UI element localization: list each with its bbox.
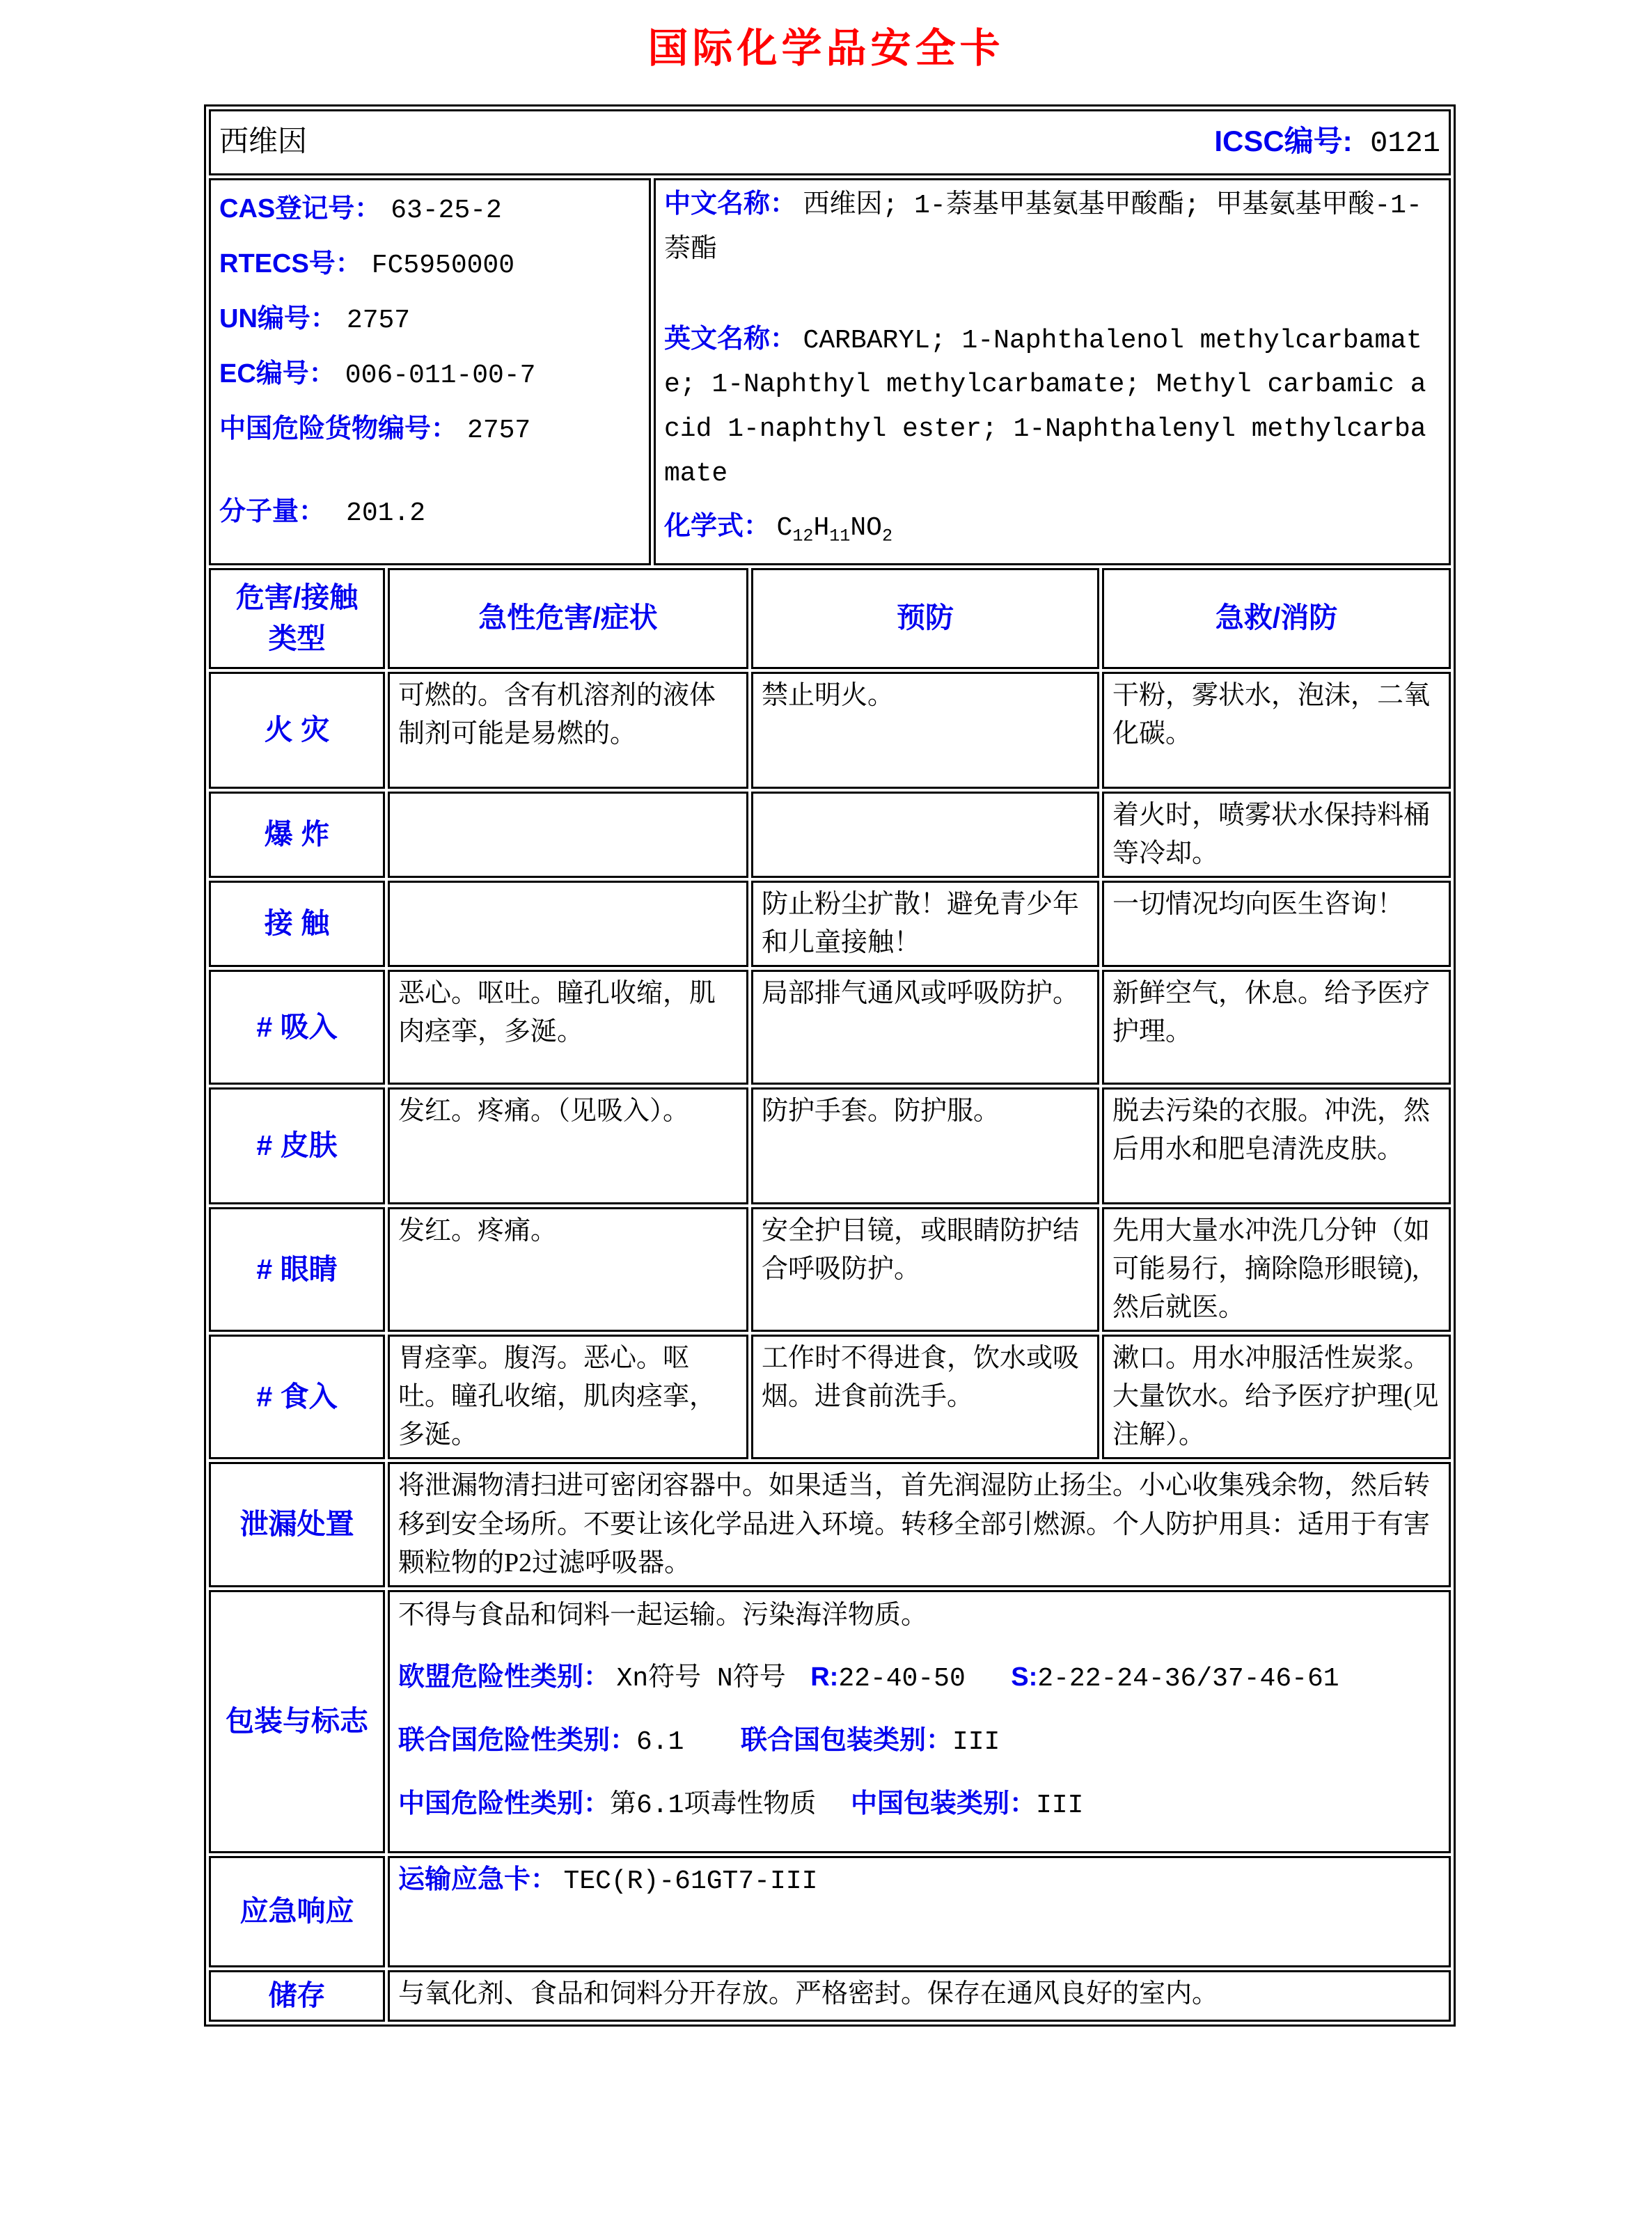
row-label-inhalation: # 吸入 <box>209 970 385 1085</box>
eyes-first-aid: 先用大量水冲洗几分钟（如可能易行，摘除隐形眼镜),然后就医。 <box>1102 1207 1451 1332</box>
cn-pack-group-value: III <box>1035 1791 1084 1821</box>
name-header-cell <box>209 109 1451 175</box>
row-label-eyes: # 眼睛 <box>209 1207 385 1332</box>
cn-hazard-class-label: 中国危险性类别： <box>398 1789 611 1818</box>
header-hazard-type-line1: 危害/接触 <box>235 581 359 613</box>
hazard-row-explosion <box>209 792 1451 878</box>
identification-cell <box>209 178 651 565</box>
formula-h-sub: 11 <box>829 526 851 547</box>
chinese-name-label: 中文名称： <box>664 189 797 219</box>
eyes-prevention: 安全护目镜，或眼睛防护结合呼吸防护。 <box>751 1207 1099 1332</box>
un-hazard-class-value: 6.1 <box>636 1727 684 1757</box>
storage-text: 与氧化剂、食品和饲料分开存放。严格密封。保存在通风良好的室内。 <box>388 1970 1451 2021</box>
s-phrases-label: S: <box>1011 1662 1038 1692</box>
ec-value: 006-011-00-7 <box>345 361 536 391</box>
explosion-first-aid: 着火时，喷雾状水保持料桶等冷却。 <box>1102 792 1451 878</box>
names-cell <box>654 178 1451 565</box>
header-prevention: 预防 <box>751 568 1099 669</box>
row-label-packaging: 包装与标志 <box>209 1590 385 1853</box>
id-field-rtecs <box>219 245 640 285</box>
header-hazard-type-line2: 类型 <box>268 622 326 654</box>
eyes-symptoms: 发红。疼痛。 <box>388 1207 748 1332</box>
packaging-cell <box>388 1590 1451 1853</box>
skin-symptoms: 发红。疼痛。（见吸入）。 <box>388 1087 748 1204</box>
english-name-line <box>664 318 1440 496</box>
id-field-ec <box>219 355 640 395</box>
r-phrases-label: R: <box>810 1662 839 1692</box>
chinese-name-line <box>664 183 1440 272</box>
chemical-formula <box>776 512 893 547</box>
rtecs-label: RTECS号： <box>219 249 362 279</box>
cn-dangerous-goods-label: 中国危险货物编号： <box>219 414 458 444</box>
id-field-un <box>219 300 640 340</box>
row-label-explosion: 爆 炸 <box>209 792 385 878</box>
un-pack-group-label: 联合国包装类别： <box>740 1725 952 1755</box>
ec-label: EC编号： <box>219 359 336 389</box>
row-label-ingestion: # 食入 <box>209 1335 385 1459</box>
section-row-spillage <box>209 1462 1451 1587</box>
explosion-prevention <box>751 792 1099 878</box>
molecular-weight-label: 分子量： <box>219 497 326 527</box>
icsc-number-value: 0121 <box>1370 126 1440 160</box>
emergency-cell <box>388 1856 1451 1967</box>
icsc-number-label: ICSC编号: <box>1214 124 1353 157</box>
ingestion-symptoms: 胃痉挛。腹泻。恶心。呕吐。瞳孔收缩，肌肉痉挛，多涎。 <box>388 1335 748 1459</box>
chemical-name: 西维因 <box>219 126 308 159</box>
row-label-emergency: 应急响应 <box>209 1856 385 1967</box>
un-value: 2757 <box>346 306 411 336</box>
formula-line <box>664 505 1440 551</box>
name-header-row <box>219 120 1440 165</box>
row-label-spillage: 泄漏处置 <box>209 1462 385 1587</box>
un-pack-group-value: III <box>952 1727 1000 1757</box>
formula-c-sub: 12 <box>792 526 814 547</box>
packaging-transport-note: 不得与食品和饲料一起运输。污染海洋物质。 <box>398 1600 928 1630</box>
exposure-symptoms <box>388 881 748 967</box>
row-label-skin: # 皮肤 <box>209 1087 385 1204</box>
skin-prevention: 防护手套。防护服。 <box>751 1087 1099 1204</box>
hazard-row-exposure <box>209 881 1451 967</box>
rtecs-value: FC5950000 <box>371 251 515 281</box>
inhalation-symptoms: 恶心。呕吐。瞳孔收缩，肌肉痉挛，多涎。 <box>388 970 748 1085</box>
row-label-fire: 火 灾 <box>209 672 385 789</box>
exposure-first-aid: 一切情况均向医生咨询！ <box>1102 881 1451 967</box>
chinese-name-value: 西维因; 1-萘基甲基氨基甲酸酯; 甲基氨基甲酸-1-萘酯 <box>664 191 1422 265</box>
fire-prevention: 禁止明火。 <box>751 672 1099 789</box>
hazard-row-fire <box>209 672 1451 789</box>
packaging-cn-classification <box>398 1785 1440 1825</box>
packaging-eu-classification <box>398 1658 1440 1698</box>
formula-no: NO <box>850 512 882 543</box>
spillage-text: 将泄漏物清扫进可密闭容器中。如果适当，首先润湿防止扬尘。小心收集残余物，然后转移到安全场所。不要让该化学品进入环境。转移全部引燃源。个人防护用具：适用于有害颗粒物的P2过滤呼吸器。 <box>388 1462 1451 1587</box>
header-hazard-type <box>209 568 385 669</box>
formula-h: H <box>813 512 830 543</box>
s-phrases-value: 2-22-24-36/37-46-61 <box>1037 1663 1339 1694</box>
hazard-row-skin <box>209 1087 1451 1204</box>
id-field-cas <box>219 190 640 230</box>
cas-label: CAS登记号： <box>219 194 381 223</box>
hazard-row-ingestion <box>209 1335 1451 1459</box>
row-label-exposure: 接 触 <box>209 881 385 967</box>
ingestion-prevention: 工作时不得进食，饮水或吸烟。进食前洗手。 <box>751 1335 1099 1459</box>
transport-emergency-card-value: TEC(R)-61GT7-III <box>563 1866 818 1897</box>
r-phrases-value: 22-40-50 <box>838 1663 966 1694</box>
hazard-row-eyes <box>209 1207 1451 1332</box>
formula-c: C <box>776 512 793 543</box>
icsc-number <box>1214 120 1440 165</box>
section-row-packaging <box>209 1590 1451 1853</box>
exposure-prevention: 防止粉尘扩散！避免青少年和儿童接触！ <box>751 881 1099 967</box>
fire-first-aid: 干粉，雾状水，泡沫，二氧化碳。 <box>1102 672 1451 789</box>
page-title: 国际化学品安全卡 <box>647 26 1005 71</box>
un-hazard-class-label: 联合国危险性类别： <box>398 1725 637 1755</box>
english-name-label: 英文名称： <box>664 324 797 354</box>
cn-dangerous-goods-value: 2757 <box>467 416 531 446</box>
id-field-molecular-weight <box>219 493 640 533</box>
packaging-un-classification <box>398 1722 1440 1761</box>
inhalation-prevention: 局部排气通风或呼吸防护。 <box>751 970 1099 1085</box>
cn-pack-group-label: 中国包装类别： <box>850 1789 1036 1818</box>
header-acute-hazards: 急性危害/症状 <box>388 568 748 669</box>
skin-first-aid: 脱去污染的衣服。冲洗，然后用水和肥皂清洗皮肤。 <box>1102 1087 1451 1204</box>
cn-hazard-class-value: 第6.1项毒性物质 <box>610 1791 817 1821</box>
formula-no-sub: 2 <box>881 526 893 547</box>
cas-value: 63-25-2 <box>391 196 502 226</box>
section-row-emergency <box>209 1856 1451 1967</box>
fire-symptoms: 可燃的。含有机溶剂的液体制剂可能是易燃的。 <box>388 672 748 789</box>
explosion-symptoms <box>388 792 748 878</box>
transport-emergency-card-label: 运输应急卡： <box>398 1865 558 1895</box>
row-label-storage: 储存 <box>209 1970 385 2021</box>
section-row-storage <box>209 1970 1451 2021</box>
eu-class-symbols: Xn符号 N符号 <box>616 1663 786 1694</box>
english-name-value: CARBARYL; 1-Naphthalenol methylcarbamate; 1-Naphthyl methylcarbamate; Methyl carbamic acid 1-naphthyl ester; 1-Naphthalenyl methylcarbamate <box>664 325 1426 489</box>
ingestion-first-aid: 漱口。用水冲服活性炭浆。大量饮水。给予医疗护理(见注解）。 <box>1102 1335 1451 1459</box>
eu-class-label: 欧盟危险性类别： <box>398 1662 611 1692</box>
molecular-weight-value: 201.2 <box>346 498 426 529</box>
inhalation-first-aid: 新鲜空气，休息。给予医疗护理。 <box>1102 970 1451 1085</box>
un-label: UN编号： <box>219 304 337 334</box>
header-first-aid: 急救/消防 <box>1102 568 1451 669</box>
icsc-card-table <box>204 104 1456 2027</box>
hazard-row-inhalation <box>209 970 1451 1085</box>
formula-label: 化学式： <box>664 511 771 541</box>
id-field-cn-dangerous-goods <box>219 410 640 450</box>
